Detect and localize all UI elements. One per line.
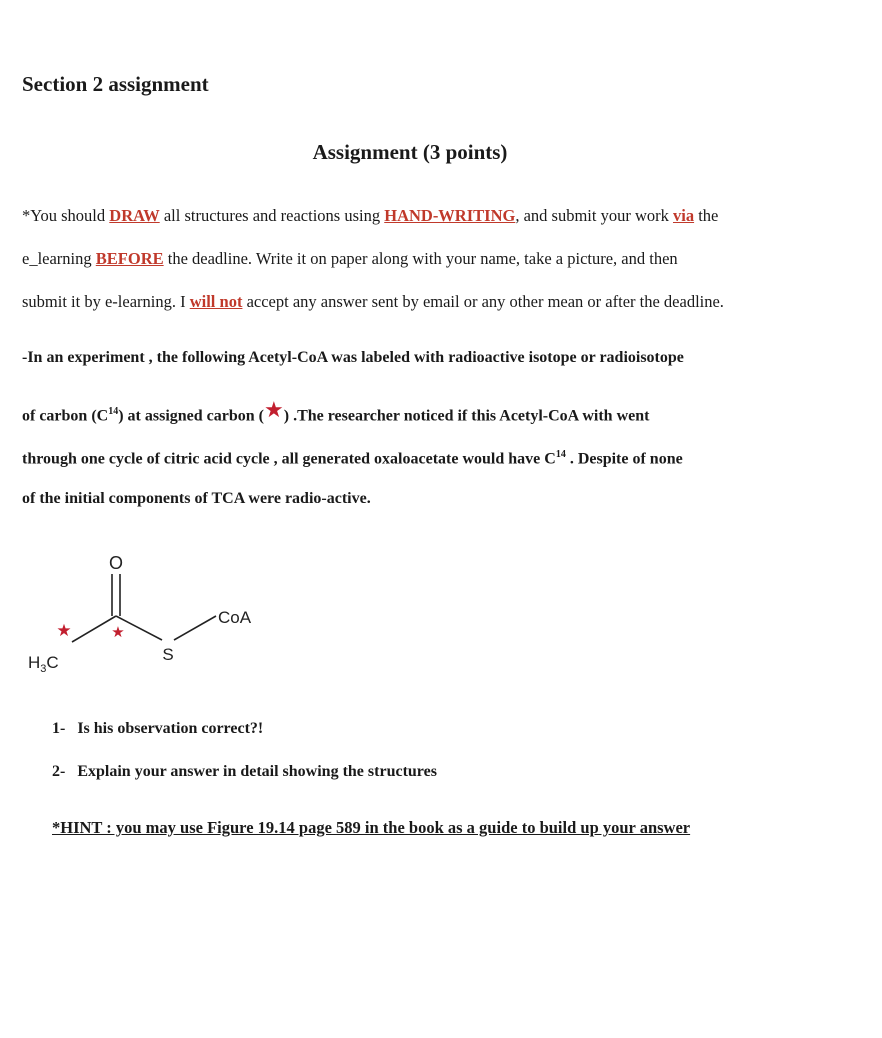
- instr-text: all structures and reactions using: [159, 206, 385, 225]
- isotope-superscript: 14: [555, 449, 566, 460]
- acetyl-coa-structure: [20, 540, 280, 680]
- question-1: [52, 720, 263, 738]
- experiment-line-1: -In an experiment , the following Acetyl-CoA was labeled with radioactive isotope or radioisotope: [22, 349, 684, 366]
- question-text: Is his observation correct?!: [77, 720, 264, 737]
- draw-emphasis: DRAW: [109, 206, 160, 225]
- methyl-h: H: [28, 653, 41, 672]
- instr-text: submit it by e-learning. I: [22, 292, 190, 311]
- oxygen-atom: O: [108, 553, 124, 573]
- methyl-label: [28, 653, 59, 675]
- question-number: 2-: [52, 763, 66, 780]
- question-2: [52, 763, 437, 781]
- question-number: 1-: [52, 720, 66, 737]
- experiment-line-3: [22, 449, 683, 468]
- instr-text: accept any answer sent by email or any other mean or after the deadline.: [242, 292, 724, 311]
- hint-text: *HINT : you may use Figure 19.14 page 589 in the book as a guide to build up your answer: [52, 818, 691, 837]
- instr-text: the deadline. Write it on paper along with your name, take a picture, and then: [163, 249, 678, 268]
- will-not-emphasis: will not: [189, 292, 243, 311]
- handwriting-emphasis: HAND-WRITING: [384, 206, 516, 225]
- question-text: Explain your answer in detail showing the structures: [77, 763, 437, 780]
- methyl-c: C: [46, 653, 59, 672]
- instruction-line-1: [22, 206, 718, 226]
- coa-label: CoA: [218, 608, 252, 627]
- section-heading: Section 2 assignment: [22, 72, 209, 96]
- instr-text: the: [694, 206, 719, 225]
- experiment-line-4: of the initial components of TCA were radio-active.: [22, 490, 371, 507]
- isotope-superscript: 14: [108, 406, 119, 417]
- instr-text: *You should: [22, 206, 110, 225]
- star-icon: ★: [56, 621, 72, 640]
- instr-text: , and submit your work: [515, 206, 673, 225]
- sulfur-atom: S: [162, 645, 174, 664]
- instr-text: e_learning: [22, 249, 96, 268]
- assignment-title: Assignment (3 points): [312, 140, 508, 164]
- exp-text: through one cycle of citric acid cycle , all generated oxaloacetate would have C: [22, 450, 556, 468]
- via-emphasis: via: [672, 206, 695, 225]
- star-icon: ★: [111, 624, 125, 641]
- exp-text: ) at assigned carbon (: [118, 407, 264, 425]
- before-emphasis: BEFORE: [95, 249, 164, 268]
- instruction-line-2: [22, 249, 678, 269]
- methyl-subscript: 3: [40, 663, 47, 675]
- exp-text: . Despite of none: [565, 450, 683, 468]
- instruction-line-3: [22, 292, 724, 312]
- bond-ch3-c: [72, 616, 116, 642]
- experiment-line-2: of carbon $(C^{14})$ at assigned carbon (★) .The researcher noticed if this Acetyl-CoA with went: [22, 397, 650, 425]
- bond-s-coa: [174, 616, 216, 640]
- exp-text: ) .The researcher noticed if this Acetyl-CoA with went: [283, 407, 650, 425]
- exp-text: of carbon (C: [22, 407, 109, 425]
